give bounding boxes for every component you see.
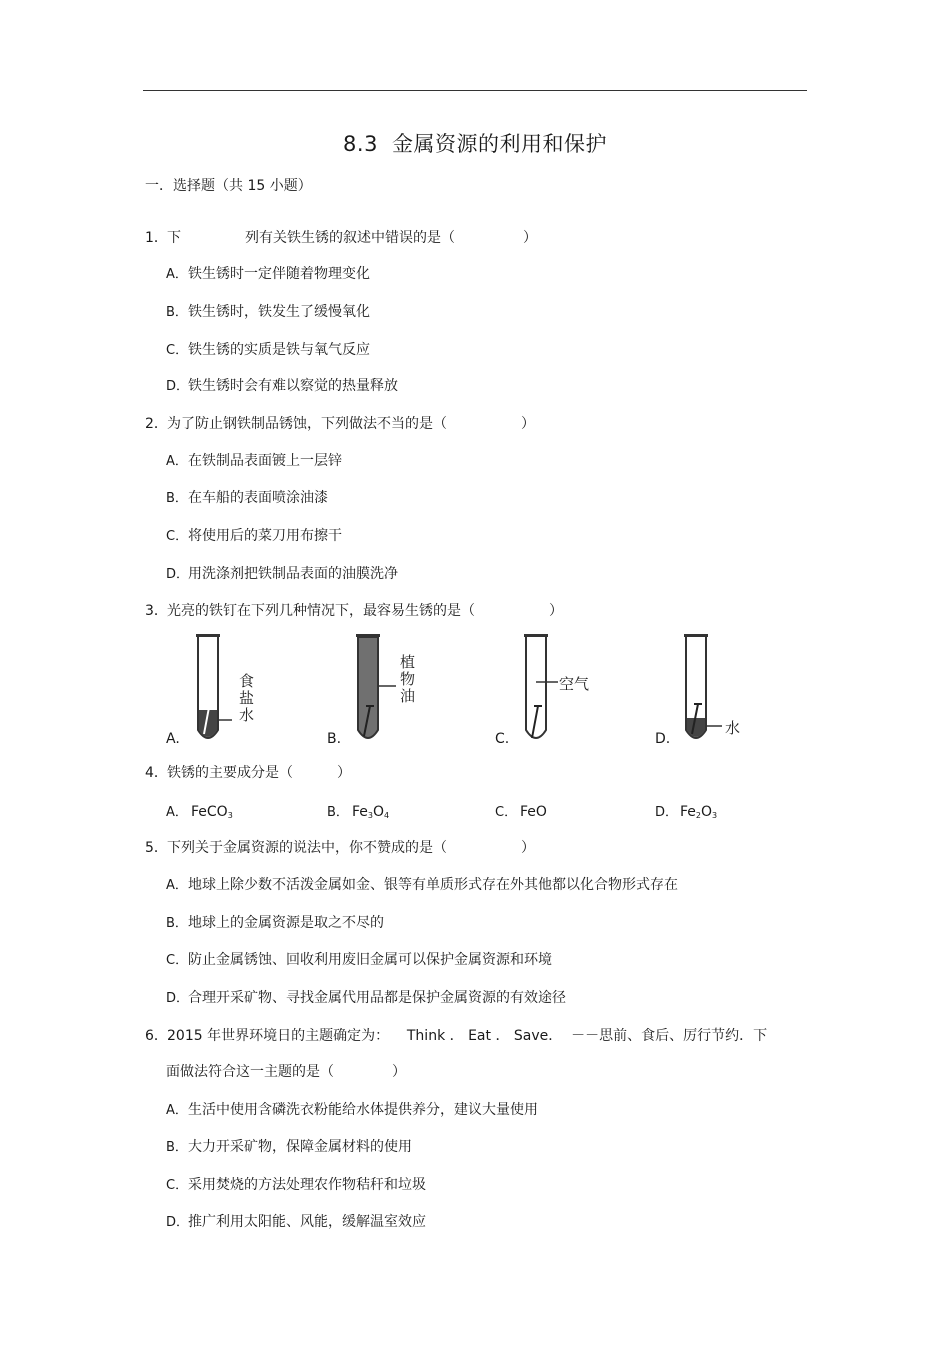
tube-label-water: 水: [725, 719, 741, 737]
tube-label-salt-water: 食盐水: [237, 673, 255, 724]
option-6b[interactable]: B．大力开采矿物，保障金属材料的使用: [166, 1139, 412, 1155]
tube-option-a[interactable]: A.: [166, 731, 180, 747]
test-tube-vegetable-oil[interactable]: [350, 630, 430, 748]
answer-bracket-close: ）: [523, 230, 537, 246]
question-5: 5．下列关于金属资源的说法中，你不赞成的是（ ）: [145, 840, 535, 856]
question-2: 2．为了防止钢铁制品锈蚀，下列做法不当的是（ ）: [145, 416, 535, 432]
option-5c[interactable]: C．防止金属锈蚀、回收利用废旧金属可以保护金属资源和环境: [166, 952, 552, 968]
option-5d[interactable]: D．合理开采矿物、寻找金属代用品都是保护金属资源的有效途径: [166, 990, 566, 1006]
tube-label-air: 空气: [559, 675, 590, 693]
question-number: 1．: [145, 230, 168, 246]
option-4d[interactable]: D． $Fe_2O_3$: [655, 804, 718, 820]
option-1c[interactable]: C．铁生锈的实质是铁与氧气反应: [166, 342, 370, 358]
page-title: [0, 128, 950, 158]
option-2b[interactable]: B．在车船的表面喷涂油漆: [166, 490, 328, 506]
question-3: 3．光亮的铁钉在下列几种情况下，最容易生锈的是（ ）: [145, 603, 563, 619]
top-rule: [143, 90, 807, 91]
tube-option-d[interactable]: D.: [655, 731, 671, 747]
option-2c[interactable]: C．将使用后的菜刀用布擦干: [166, 528, 342, 544]
option-5b[interactable]: B．地球上的金属资源是取之不尽的: [166, 915, 384, 931]
question-text-start: 下: [167, 230, 181, 246]
option-2d[interactable]: D．用洗涤剂把铁制品表面的油膜洗净: [166, 566, 398, 582]
option-1d[interactable]: D．铁生锈时会有难以察觉的热量释放: [166, 378, 398, 394]
question-6: 6．2015 年世界环境日的主题确定为： Think ． Eat ． Save． －－思前、食后、厉行节约．下: [145, 1028, 768, 1044]
option-4a[interactable]: A． FeCO$_3$: [166, 804, 233, 820]
question-text: 列有关铁生锈的叙述中错误的是（: [245, 230, 455, 246]
question-4: 4．铁锈的主要成分是（ ）: [145, 765, 351, 781]
title-text: 金属资源的利用和保护: [391, 132, 607, 156]
option-4c[interactable]: C． FeO: [495, 804, 547, 820]
test-tube-water[interactable]: [678, 630, 758, 748]
option-1b[interactable]: B．铁生锈时，铁发生了缓慢氧化: [166, 304, 370, 320]
question-6-continued: 面做法符合这一主题的是（ ）: [166, 1064, 406, 1080]
option-4b[interactable]: B． $Fe_3O_4$: [327, 804, 390, 820]
tube-label-vegetable-oil: 植物油: [398, 654, 416, 705]
option-2a[interactable]: A．在铁制品表面镀上一层锌: [166, 453, 342, 469]
option-5a[interactable]: A．地球上除少数不活泼金属如金、银等有单质形式存在外其他都以化合物形式存在: [166, 877, 678, 893]
section-heading: 一．选择题（共 15 小题）: [145, 178, 312, 194]
option-6d[interactable]: D．推广利用太阳能、风能，缓解温室效应: [166, 1214, 426, 1230]
tube-option-c[interactable]: C.: [495, 731, 510, 747]
question-1: [145, 227, 537, 247]
test-tube-salt-water[interactable]: [190, 630, 270, 748]
tube-option-b[interactable]: B.: [327, 731, 342, 747]
title-number: 8.3: [343, 132, 378, 156]
option-1a[interactable]: A．铁生锈时一定伴随着物理变化: [166, 266, 370, 282]
option-6a[interactable]: A．生活中使用含磷洗衣粉能给水体提供养分，建议大量使用: [166, 1102, 538, 1118]
option-6c[interactable]: C．采用焚烧的方法处理农作物秸秆和垃圾: [166, 1177, 426, 1193]
